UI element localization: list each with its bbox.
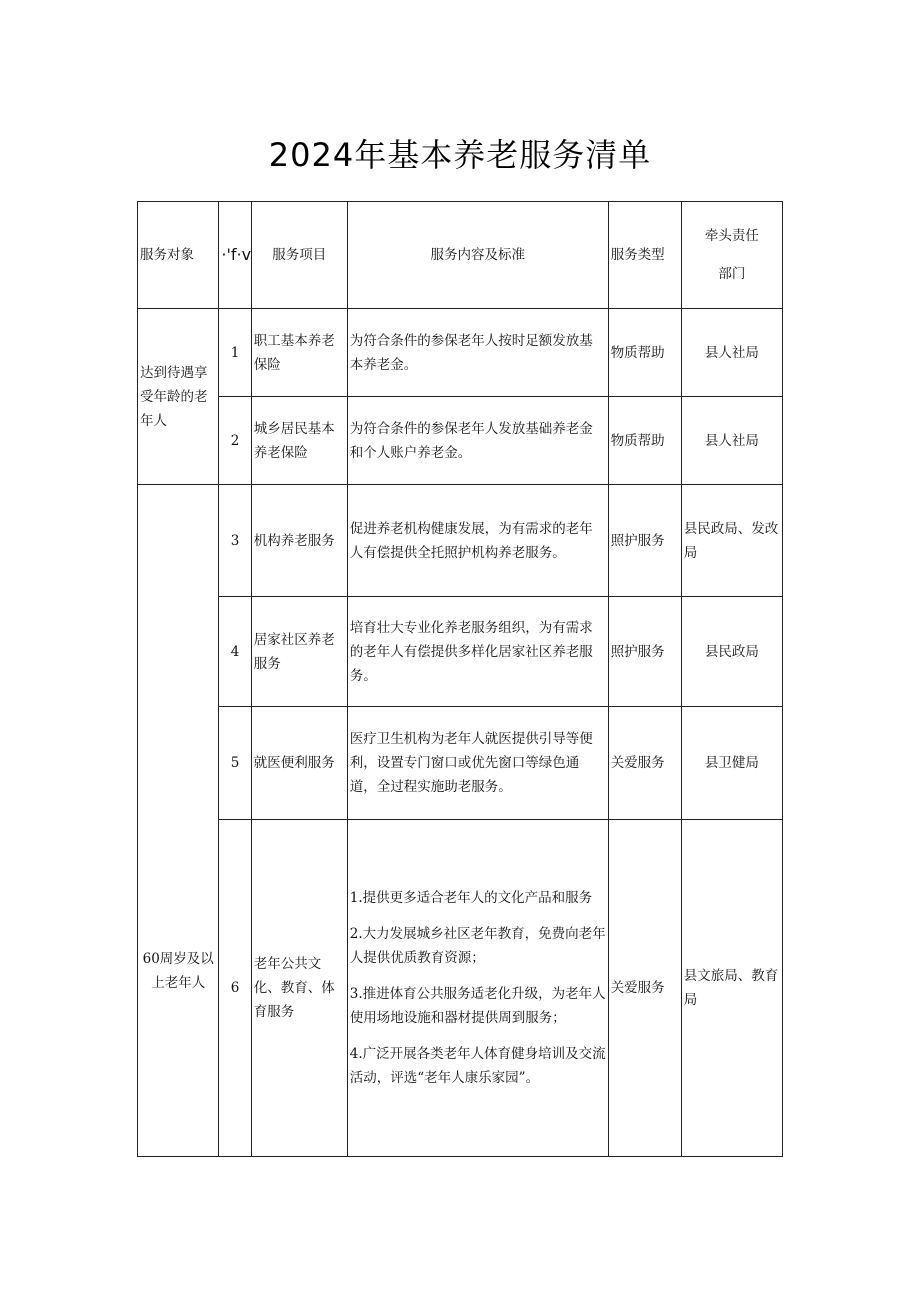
header-type: 服务类型	[608, 202, 681, 309]
row-number: 2	[219, 397, 251, 485]
row-dept: 县民政局、发改局	[681, 485, 782, 597]
header-content: 服务内容及标准	[347, 202, 608, 309]
row-item: 职工基本养老保险	[251, 309, 347, 397]
row-item: 就医便利服务	[251, 707, 347, 820]
header-number: ·'f·v	[219, 202, 251, 309]
row-content-text: 为符合条件的参保老年人发放基础养老金和个人账户养老金。	[349, 420, 593, 461]
row-item: 居家社区养老服务	[251, 597, 347, 707]
row-number: 6	[219, 820, 251, 1157]
group-target-retirement: 达到待遇享受年龄的老年人	[138, 309, 219, 485]
row-dept: 县文旅局、教育局	[681, 820, 782, 1157]
row-content-text: 医疗卫生机构为老年人就医提供引导等便利，设置专门窗口或优先窗口等绿色通道，全过程实施助老服务。	[349, 731, 593, 795]
row-type: 照护服务	[608, 597, 681, 707]
service-list-table	[137, 201, 783, 1157]
row-number: 4	[219, 597, 251, 707]
row-content-point-3: 3.推进体育公共服务适老化升级，为老年人使用场地设施和器材提供周到服务；	[349, 986, 606, 1026]
table-row	[138, 485, 783, 597]
row-content-point-1: 1.提供更多适合老年人的文化产品和服务	[349, 890, 593, 906]
row-content-text: 促进养老机构健康发展，为有需求的老年人有偿提供全托照护机构养老服务。	[349, 520, 593, 561]
row-type: 物质帮助	[608, 397, 681, 485]
table-header-row	[138, 202, 783, 309]
row-number: 3	[219, 485, 251, 597]
row-dept: 县卫健局	[681, 707, 782, 820]
row-item: 机构养老服务	[251, 485, 347, 597]
table-row	[138, 707, 783, 820]
row-content	[347, 397, 608, 485]
row-content	[347, 485, 608, 597]
table-row	[138, 597, 783, 707]
row-content	[347, 309, 608, 397]
row-number: 5	[219, 707, 251, 820]
row-type: 物质帮助	[608, 309, 681, 397]
row-content	[347, 820, 608, 1157]
row-content	[347, 597, 608, 707]
row-type: 照护服务	[608, 485, 681, 597]
table-row	[138, 397, 783, 485]
row-dept: 县民政局	[681, 597, 782, 707]
row-number: 1	[219, 309, 251, 397]
row-item: 城乡居民基本养老保险	[251, 397, 347, 485]
table-row	[138, 820, 783, 1157]
header-dept-line1: 牵头责任	[704, 228, 759, 244]
group-target-60-plus: 60周岁及以上老年人	[138, 485, 219, 1157]
row-item: 老年公共文化、教育、体育服务	[251, 820, 347, 1157]
row-content-point-4: 4.广泛开展各类老年人体育健身培训及交流活动，评选“老年人康乐家园”。	[349, 1046, 606, 1086]
row-dept: 县人社局	[681, 309, 782, 397]
header-item: 服务项目	[251, 202, 347, 309]
header-dept-line2: 部门	[718, 266, 746, 282]
table-row	[138, 309, 783, 397]
header-target: 服务对象	[138, 202, 219, 309]
row-content	[347, 707, 608, 820]
page-title: 2024年基本养老服务清单	[268, 136, 652, 174]
row-dept: 县人社局	[681, 397, 782, 485]
row-type: 关爱服务	[608, 820, 681, 1157]
row-content-text: 为符合条件的参保老年人按时足额发放基本养老金。	[349, 332, 593, 373]
row-type: 关爱服务	[608, 707, 681, 820]
row-content-text: 培育壮大专业化养老服务组织，为有需求的老年人有偿提供多样化居家社区养老服务。	[349, 619, 593, 684]
header-dept	[681, 202, 782, 309]
row-content-point-2: 2.大力发展城乡社区老年教育，免费向老年人提供优质教育资源；	[349, 926, 606, 966]
